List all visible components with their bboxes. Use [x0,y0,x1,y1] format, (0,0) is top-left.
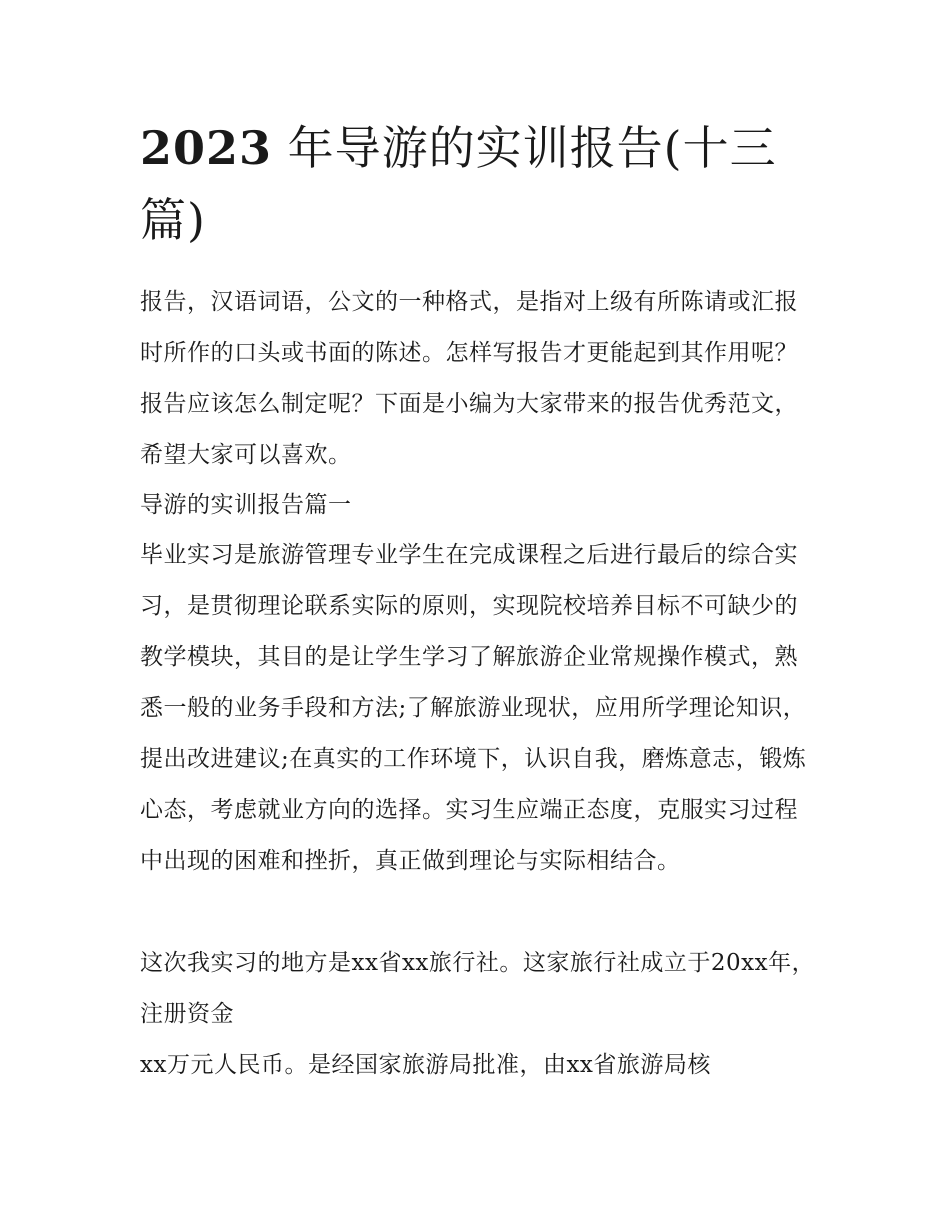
body-paragraph-2: 这次我实习的地方是xx省xx旅行社。这家旅行社成立于20xx年，注册资金 [140,950,816,1027]
intro-paragraph: 报告，汉语词语，公文的一种格式，是指对上级有所陈请或汇报时所作的口头或书面的陈述。怎样写报告才更能起到其作用呢？报告应该怎么制定呢？下面是小编为大家带来的报告优秀范文，希望大家可以喜欢。 [140,289,798,468]
title-year: 2023 [140,121,273,175]
body-paragraph-1: 毕业实习是旅游管理专业学生在完成课程之后进行最后的综合实习，是贯彻理论联系实际的原则，实现院校培养目标不可缺少的教学模块，其目的是让学生学习了解旅游企业常规操作模式，熟悉一般的业务手段和方法;了解旅游业现状，应用所学理论知识，提出改进建议;在真实的工作环境下，认识自我，磨炼意志，锻炼心态，考虑就业方向的选择。实习生应端正态度，克服实习过程中出现的困难和挫折，真正做到理论与实际相结合。 [140,542,807,874]
document-title [140,112,820,256]
title-text: 年导游的实训报告(十三篇) [140,121,777,247]
section-heading: 导游的实训报告篇一 [140,492,352,518]
body-paragraph-3: xx万元人民币。是经国家旅游局批准，由xx省旅游局核 [140,1052,711,1078]
